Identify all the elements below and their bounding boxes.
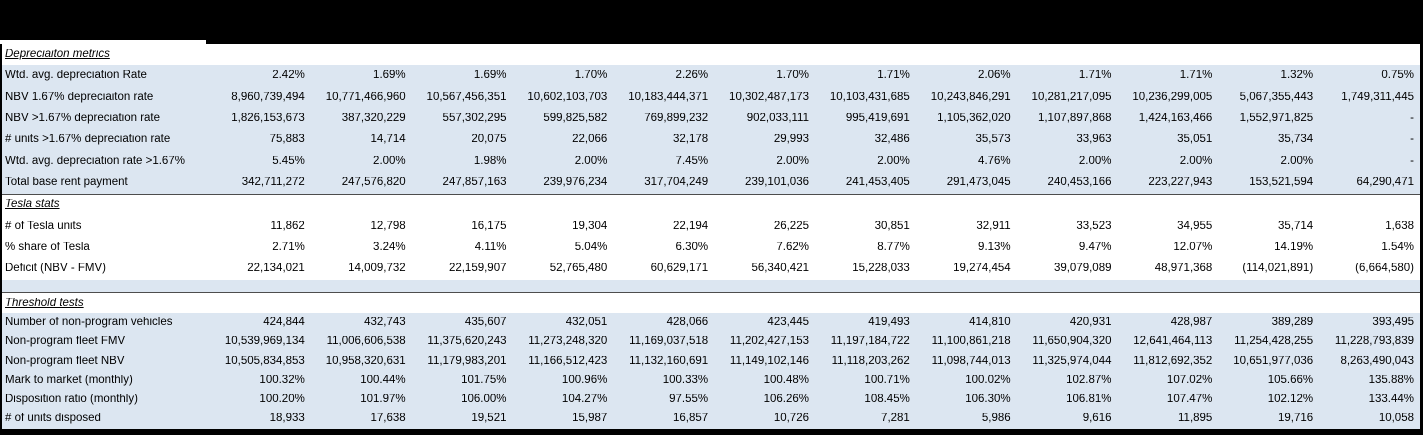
value-cell[interactable]: 1,107,897,868 [1037, 112, 1112, 124]
value-cell[interactable]: 11,325,974,044 [1032, 355, 1112, 367]
value-cell[interactable]: 1.71% [1078, 70, 1112, 82]
table-row [2, 237, 1420, 258]
value-cell[interactable]: 1,749,311,445 [1341, 91, 1414, 103]
value-cell[interactable]: 247,857,163 [442, 177, 507, 189]
value-cell[interactable]: 102.87% [1066, 374, 1112, 386]
value-cell[interactable]: 29,993 [773, 134, 809, 146]
value-cell[interactable]: 17,638 [370, 413, 406, 425]
value-cell[interactable]: 56,340,421 [751, 263, 809, 275]
value-cell[interactable]: 10,726 [773, 413, 809, 425]
value-cell[interactable]: 2.00% [1078, 155, 1112, 167]
value-cell[interactable]: 11,895 [1178, 413, 1213, 425]
value-cell[interactable]: 11,098,744,013 [931, 355, 1011, 367]
value-cell[interactable]: 10,651,977,036 [1233, 355, 1314, 367]
bottom-border [2, 429, 1420, 435]
value-cell[interactable]: 12,798 [370, 220, 406, 232]
value-cell[interactable]: 241,453,405 [845, 177, 910, 189]
table-row [2, 172, 1420, 193]
value-cell[interactable]: 32,178 [672, 134, 709, 146]
row-label[interactable]: Wtd. avg. depreciation Rate [5, 70, 147, 82]
value-cell[interactable]: 11,169,037,518 [629, 336, 709, 348]
value-cell[interactable]: 7,281 [881, 413, 910, 425]
value-cell[interactable]: 104.27% [561, 393, 608, 405]
value-cell[interactable]: 101.97% [360, 393, 406, 405]
section-header-row [2, 293, 1420, 313]
value-cell[interactable]: 12.07% [1173, 242, 1213, 254]
value-cell[interactable]: 1.71% [1179, 70, 1213, 82]
value-cell[interactable]: 432,051 [565, 317, 608, 329]
value-cell[interactable]: 11,149,102,146 [729, 355, 809, 367]
table-row [2, 352, 1420, 371]
value-cell[interactable]: 22,066 [572, 134, 608, 146]
value-cell[interactable]: 108.45% [864, 393, 910, 405]
value-cell[interactable]: 240,453,166 [1047, 177, 1112, 189]
value-cell[interactable]: 35,573 [975, 134, 1011, 146]
value-cell[interactable]: 35,714 [1277, 220, 1314, 232]
row-label[interactable]: Number of non-program vehicles [5, 317, 173, 329]
value-cell[interactable]: 35,051 [1177, 134, 1213, 146]
value-cell[interactable]: 100.44% [360, 374, 406, 386]
value-cell[interactable]: 393,495 [1372, 317, 1414, 329]
table-row [2, 259, 1420, 280]
value-cell[interactable]: 10,103,431,685 [829, 91, 910, 103]
value-cell[interactable]: 11,006,606,538 [326, 336, 406, 348]
value-cell[interactable]: 1.70% [776, 70, 809, 82]
row-label[interactable]: NBV >1.67% depreciation rate [5, 112, 161, 124]
value-cell[interactable]: (6,664,580) [1355, 263, 1414, 275]
value-cell[interactable]: 428,066 [666, 317, 709, 329]
value-cell[interactable]: 428,987 [1170, 317, 1213, 329]
value-cell[interactable]: 12,641,464,113 [1133, 336, 1213, 348]
value-cell[interactable]: 769,899,232 [644, 112, 709, 124]
value-cell[interactable]: 7.62% [776, 242, 809, 254]
value-cell[interactable]: 19,274,454 [953, 263, 1011, 275]
value-cell[interactable]: 97.55% [669, 393, 709, 405]
value-cell[interactable]: - [1410, 112, 1414, 124]
value-cell[interactable]: 10,243,846,291 [930, 91, 1011, 103]
value-cell[interactable]: 0.75% [1381, 70, 1414, 82]
value-cell[interactable]: 32,486 [874, 134, 910, 146]
value-cell[interactable]: 2.26% [675, 70, 709, 82]
value-cell[interactable]: 22,159,907 [448, 263, 507, 275]
value-cell[interactable]: 10,505,834,853 [224, 355, 305, 367]
row-label[interactable]: # of units disposed [5, 413, 101, 425]
value-cell[interactable]: 291,473,045 [946, 177, 1011, 189]
value-cell[interactable]: 387,320,229 [341, 112, 406, 124]
value-cell[interactable]: 30,851 [874, 220, 910, 232]
value-cell[interactable]: 19,716 [1277, 413, 1314, 425]
value-cell[interactable]: 22,194 [672, 220, 709, 232]
value-cell[interactable]: 1.32% [1280, 70, 1314, 82]
value-cell[interactable]: 19,304 [572, 220, 608, 232]
table-row [2, 87, 1420, 108]
value-cell[interactable]: 1.54% [1381, 242, 1414, 254]
row-label[interactable]: Disposition ratio (monthly) [5, 393, 138, 405]
value-cell[interactable]: 39,079,089 [1053, 263, 1112, 275]
value-cell[interactable]: 6.30% [675, 242, 709, 254]
value-cell[interactable]: 3.24% [373, 242, 406, 254]
value-cell[interactable]: 2.00% [574, 155, 608, 167]
value-cell[interactable]: 100.48% [763, 374, 809, 386]
value-cell[interactable]: 100.20% [259, 393, 305, 405]
value-cell[interactable]: 239,101,036 [745, 177, 809, 189]
table-row [2, 129, 1420, 150]
value-cell[interactable]: 11,179,983,201 [427, 355, 507, 367]
value-cell[interactable]: 2.00% [776, 155, 809, 167]
value-cell[interactable]: 5.04% [574, 242, 608, 254]
value-cell[interactable]: 1.71% [877, 70, 910, 82]
value-cell[interactable]: 5,067,355,443 [1239, 91, 1314, 103]
value-cell[interactable]: 35,734 [1277, 134, 1314, 146]
value-cell[interactable]: 420,931 [1069, 317, 1112, 329]
table-row [2, 65, 1420, 86]
value-cell[interactable]: 102.12% [1267, 393, 1314, 405]
value-cell[interactable]: 153,521,594 [1249, 177, 1314, 189]
value-cell[interactable]: 4.11% [474, 242, 507, 254]
value-cell[interactable]: 423,445 [767, 317, 809, 329]
value-cell[interactable]: 1.98% [473, 155, 507, 167]
row-label[interactable]: Mark to market (monthly) [5, 374, 133, 386]
value-cell[interactable]: 107.02% [1166, 374, 1213, 386]
value-cell[interactable]: 22,134,021 [247, 263, 305, 275]
value-cell[interactable]: 247,576,820 [341, 177, 406, 189]
value-cell[interactable]: 1,826,153,673 [231, 112, 305, 124]
value-cell[interactable]: 10,302,487,173 [729, 91, 809, 103]
value-cell[interactable]: 1.69% [373, 70, 406, 82]
value-cell[interactable]: 135.88% [1368, 374, 1414, 386]
value-cell[interactable]: 48,971,368 [1154, 263, 1213, 275]
value-cell[interactable]: 5,986 [981, 413, 1011, 425]
value-cell[interactable]: 4.76% [978, 155, 1011, 167]
value-cell[interactable]: 1.70% [574, 70, 608, 82]
value-cell[interactable]: 8,960,739,494 [231, 91, 305, 103]
value-cell[interactable]: 10,602,103,703 [527, 91, 608, 103]
row-label[interactable]: NBV 1.67% depreciaiton rate [5, 91, 154, 103]
value-cell[interactable]: 19,521 [471, 413, 507, 425]
value-cell[interactable]: 11,118,203,262 [831, 355, 910, 367]
value-cell[interactable]: 11,375,620,243 [427, 336, 507, 348]
value-cell[interactable]: 8.77% [877, 242, 910, 254]
value-cell[interactable]: 1,424,163,466 [1138, 112, 1213, 124]
value-cell[interactable]: 107.47% [1166, 393, 1213, 405]
value-cell[interactable]: 317,704,249 [644, 177, 709, 189]
value-cell[interactable]: 10,539,969,134 [224, 336, 305, 348]
value-cell[interactable]: 100.96% [561, 374, 608, 386]
section-header-row [2, 195, 1420, 216]
value-cell[interactable]: 11,228,793,839 [1334, 336, 1414, 348]
value-cell[interactable]: 9.13% [978, 242, 1011, 254]
row-label[interactable]: Deficit (NBV - FMV) [5, 263, 106, 275]
value-cell[interactable]: - [1410, 155, 1414, 167]
value-cell[interactable]: 419,493 [868, 317, 910, 329]
value-cell[interactable]: 435,607 [464, 317, 507, 329]
value-cell[interactable]: 995,419,691 [845, 112, 910, 124]
value-cell[interactable]: 342,711,272 [241, 177, 305, 189]
row-label[interactable]: Non-program fleet NBV [5, 355, 125, 367]
value-cell[interactable]: 2.71% [272, 242, 305, 254]
value-cell[interactable]: 33,963 [1076, 134, 1112, 146]
value-cell[interactable]: 9,616 [1082, 413, 1112, 425]
table-row [2, 151, 1420, 172]
value-cell[interactable]: 10,771,466,960 [325, 91, 406, 103]
value-cell[interactable]: 106.81% [1066, 393, 1112, 405]
value-cell[interactable]: 106.26% [763, 393, 809, 405]
header-bar [0, 0, 1423, 44]
section-title: Threshold tests [5, 297, 84, 309]
value-cell[interactable]: 16,175 [471, 220, 507, 232]
value-cell[interactable]: 101.75% [461, 374, 507, 386]
table-row [2, 216, 1420, 237]
value-cell[interactable]: 10,058 [1378, 413, 1414, 425]
value-cell[interactable]: 15,228,033 [852, 263, 910, 275]
value-cell[interactable]: 60,629,171 [650, 263, 709, 275]
value-cell[interactable]: 16,857 [672, 413, 709, 425]
row-label[interactable]: Wtd. avg. depreciation rate >1.67% [5, 155, 185, 167]
value-cell[interactable]: 26,225 [773, 220, 809, 232]
value-cell[interactable]: 14,714 [370, 134, 406, 146]
value-cell[interactable]: 10,183,444,371 [628, 91, 709, 103]
table-row [2, 108, 1420, 129]
value-cell[interactable]: 100.33% [662, 374, 709, 386]
value-cell[interactable]: 414,810 [969, 317, 1011, 329]
value-cell[interactable]: 557,302,295 [442, 112, 507, 124]
value-cell[interactable]: 11,812,692,352 [1133, 355, 1213, 367]
value-cell[interactable]: 14.19% [1274, 242, 1314, 254]
value-cell[interactable]: 10,567,456,351 [426, 91, 507, 103]
value-cell[interactable]: 11,862 [270, 220, 305, 232]
row-label[interactable]: # units >1.67% depreciation rate [5, 134, 171, 146]
value-cell[interactable]: 2.06% [978, 70, 1011, 82]
value-cell[interactable]: 18,933 [269, 413, 305, 425]
value-cell[interactable]: 11,166,512,423 [528, 355, 608, 367]
value-cell[interactable]: 2.00% [373, 155, 406, 167]
value-cell[interactable]: 223,227,943 [1148, 177, 1213, 189]
section [2, 293, 1420, 428]
value-cell[interactable]: 1,105,362,020 [937, 112, 1011, 124]
row-label[interactable]: % share of Tesla [5, 242, 90, 254]
value-cell[interactable]: 133.44% [1368, 393, 1414, 405]
value-cell[interactable]: 11,197,184,722 [830, 336, 910, 348]
table-row [2, 409, 1420, 428]
value-cell[interactable]: 52,765,480 [549, 263, 608, 275]
value-cell[interactable]: 20,075 [471, 134, 507, 146]
table-row [2, 333, 1420, 352]
row-label[interactable]: Non-program fleet FMV [5, 336, 126, 348]
value-cell[interactable]: 389,289 [1271, 317, 1314, 329]
row-label[interactable]: # of Tesla units [5, 220, 82, 232]
value-cell[interactable]: - [1410, 134, 1414, 146]
value-cell[interactable]: 2.00% [877, 155, 910, 167]
value-cell[interactable]: 1,638 [1385, 220, 1414, 232]
value-cell[interactable]: 14,009,732 [348, 263, 406, 275]
value-cell[interactable]: 9.47% [1078, 242, 1112, 254]
value-cell[interactable]: 11,132,160,691 [629, 355, 709, 367]
table-body [0, 44, 1423, 435]
value-cell[interactable]: 239,976,234 [543, 177, 608, 189]
table-row [2, 313, 1420, 332]
value-cell[interactable]: 10,236,299,005 [1132, 91, 1213, 103]
value-cell[interactable]: 10,281,217,095 [1031, 91, 1112, 103]
value-cell[interactable]: 902,033,111 [746, 112, 809, 124]
value-cell[interactable]: 10,958,320,631 [325, 355, 406, 367]
section-spacer [2, 280, 1420, 293]
section [2, 44, 1420, 194]
value-cell[interactable]: 33,523 [1076, 220, 1112, 232]
value-cell[interactable]: 8,263,490,043 [1340, 355, 1414, 367]
value-cell[interactable]: 106.00% [461, 393, 507, 405]
value-cell[interactable]: 599,825,582 [543, 112, 608, 124]
value-cell[interactable]: 100.02% [965, 374, 1011, 386]
value-cell[interactable]: 11,254,428,255 [1234, 336, 1314, 348]
value-cell[interactable]: 106.30% [965, 393, 1011, 405]
value-cell[interactable]: 105.66% [1267, 374, 1314, 386]
value-cell[interactable]: 2.00% [1280, 155, 1314, 167]
section-title: Depreciaiton metrics [5, 48, 110, 60]
table-row [2, 390, 1420, 409]
value-cell[interactable]: 2.42% [272, 70, 305, 82]
value-cell[interactable]: 11,202,427,153 [729, 336, 809, 348]
row-label[interactable]: Total base rent payment [5, 177, 128, 189]
value-cell[interactable]: 32,911 [976, 220, 1011, 232]
value-cell[interactable]: 5.45% [272, 155, 305, 167]
value-cell[interactable]: 100.71% [864, 374, 910, 386]
value-cell[interactable]: 424,844 [263, 317, 305, 329]
section-header-row [2, 44, 1420, 65]
section-title: Tesla stats [5, 199, 60, 211]
value-cell[interactable]: 34,955 [1177, 220, 1213, 232]
section [2, 195, 1420, 280]
value-cell[interactable]: 64,290,471 [1356, 177, 1414, 189]
value-cell[interactable]: 432,743 [364, 317, 406, 329]
value-cell[interactable]: 15,987 [572, 413, 608, 425]
value-cell[interactable]: 75,883 [269, 134, 305, 146]
table-row [2, 371, 1420, 390]
value-cell[interactable]: 11,650,904,320 [1032, 336, 1112, 348]
value-cell[interactable]: 2.00% [1179, 155, 1213, 167]
value-cell[interactable]: (114,021,891) [1242, 263, 1314, 275]
value-cell[interactable]: 100.32% [259, 374, 305, 386]
value-cell[interactable]: 11,273,248,320 [528, 336, 608, 348]
value-cell[interactable]: 1.69% [473, 70, 507, 82]
value-cell[interactable]: 11,100,861,218 [931, 336, 1011, 348]
value-cell[interactable]: 7.45% [675, 155, 709, 167]
value-cell[interactable]: 1,552,971,825 [1239, 112, 1314, 124]
